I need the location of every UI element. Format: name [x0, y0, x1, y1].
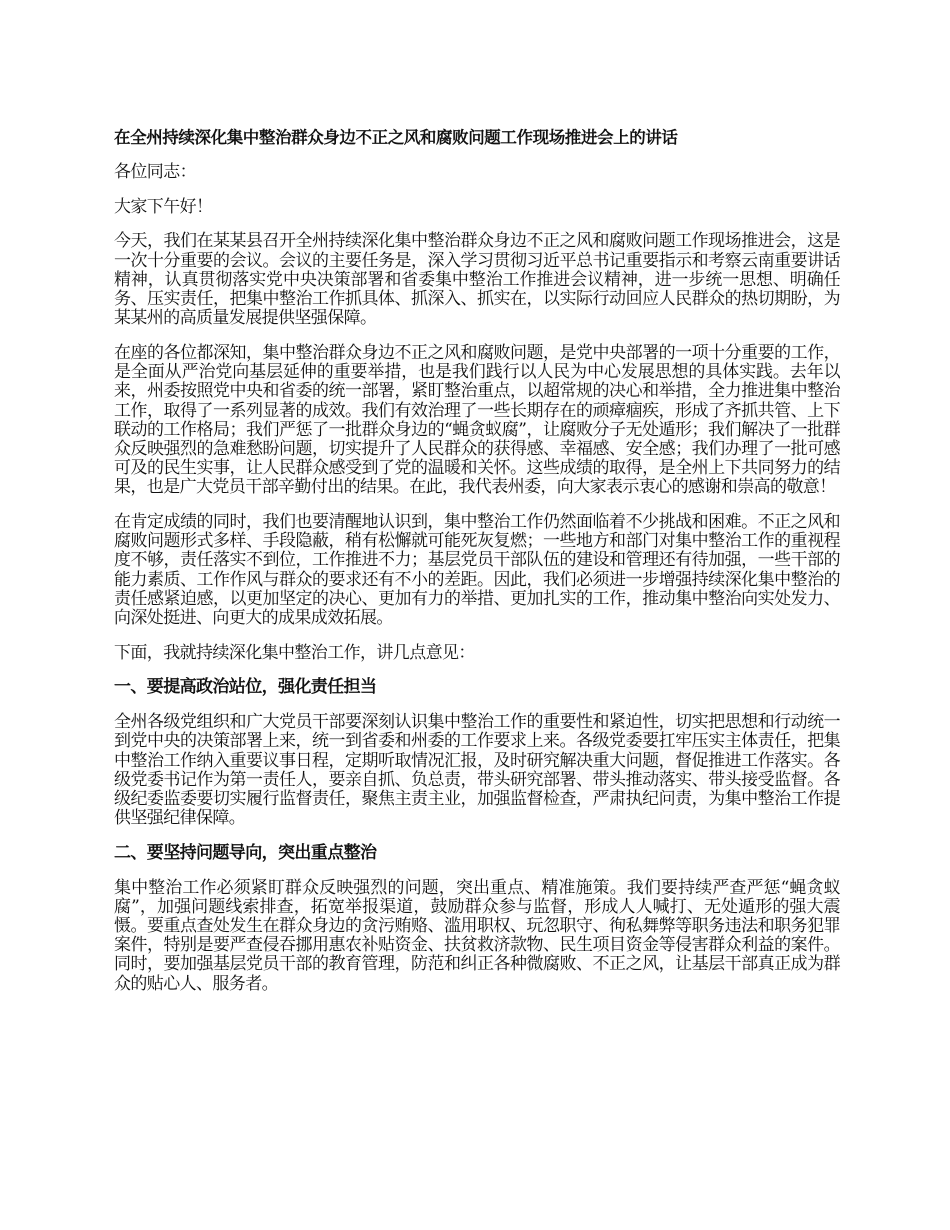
section-body: 集中整治工作必须紧盯群众反映强烈的问题，突出重点、精准施策。我们要持续严查严惩“蝇贪蚁腐”，加强问题线索排查，拓宽举报渠道，鼓励群众参与监督，形成人人喊打、无处遁形的强大震慑。要重点查处发生在群众身边的贪污贿赂、滥用职权、玩忽职守、徇私舞弊等职务违法和职务犯罪案件，特别是要严查侵吞挪用惠农补贴资金、扶贫救济款物、民生项目资金等侵害群众利益的案件。同时，要加强基层党员干部的教育管理，防范和纠正各种微腐败、不正之风，让基层干部真正成为群众的贴心人、服务者。: [114, 877, 840, 994]
section-body: 全州各级党组织和广大党员干部要深刻认识集中整治工作的重要性和紧迫性，切实把思想和行动统一到党中央的决策部署上来，统一到省委和州委的工作要求上来。各级党委要扛牢压实主体责任，把集中整治工作纳入重要议事日程，定期听取情况汇报，及时研究解决重大问题，督促推进工作落实。各级党委书记作为第一责任人，要亲自抓、负总责，带头研究部署、带头推动落实、带头接受监督。各级纪委监委要切实履行监督责任，聚焦主责主业，加强监督检查，严肃执纪问责，为集中整治工作提供坚强纪律保障。: [114, 712, 840, 829]
paragraph-opening: 今天，我们在某某县召开全州持续深化集中整治群众身边不正之风和腐败问题工作现场推进会，这是一次十分重要的会议。会议的主要任务是，深入学习贯彻习近平总书记重要指示和考察云南重要讲话精神，认真贯彻落实党中央决策部署和省委集中整治工作推进会议精神，进一步统一思想、明确任务、压实责任，把集中整治工作抓具体、抓深入、抓实在，以实际行动回应人民群众的热切期盼，为某某州的高质量发展提供坚强保障。: [114, 231, 840, 329]
section-heading: 一、要提高政治站位，强化责任担当: [114, 677, 377, 698]
section-heading: 二、要坚持问题导向，突出重点整治: [114, 842, 377, 863]
paragraph-challenges: 在肯定成绩的同时，我们也要清醒地认识到，集中整治工作仍然面临着不少挑战和困难。不正之风和腐败问题形式多样、手段隐蔽，稍有松懈就可能死灰复燃；一些地方和部门对集中整治工作的重视程度不够，责任落实不到位，工作推进不力；基层党员干部队伍的建设和管理还有待加强，一些干部的能力素质、工作作风与群众的要求还有不小的差距。因此，我们必须进一步增强持续深化集中整治的责任感紧迫感，以更加坚定的决心、更加有力的举措、更加扎实的工作，推动集中整治向实处发力、向深处挺进、向更大的成果成效拓展。: [114, 512, 840, 629]
document-title: 在全州持续深化集中整治群众身边不正之风和腐败问题工作现场推进会上的讲话: [114, 128, 678, 147]
greeting: 大家下午好！: [114, 196, 213, 217]
salutation: 各位同志：: [114, 162, 196, 182]
paragraph-intro-points: 下面，我就持续深化集中整治工作，讲几点意见：: [114, 642, 475, 663]
document-page: [114, 128, 840, 1009]
paragraph-achievements: 在座的各位都深知，集中整治群众身边不正之风和腐败问题，是党中央部署的一项十分重要的工作，是全面从严治党向基层延伸的重要举措，也是我们践行以人民为中心发展思想的具体实践。去年以来，州委按照党中央和省委的统一部署，紧盯整治重点，以超常规的决心和举措，全力推进集中整治工作，取得了一系列显著的成效。我们有效治理了一些长期存在的顽瘴痼疾，形成了齐抓共管、上下联动的工作格局；我们严惩了一批群众身边的“蝇贪蚁腐”，让腐败分子无处遁形；我们解决了一批群众反映强烈的急难愁盼问题，切实提升了人民群众的获得感、幸福感、安全感；我们办理了一批可感可及的民生实事，让人民群众感受到了党的温暖和关怀。这些成绩的取得，是全州上下共同努力的结果，也是广大党员干部辛勤付出的结果。在此，我代表州委，向大家表示衷心的感谢和崇高的敬意！: [114, 342, 840, 498]
